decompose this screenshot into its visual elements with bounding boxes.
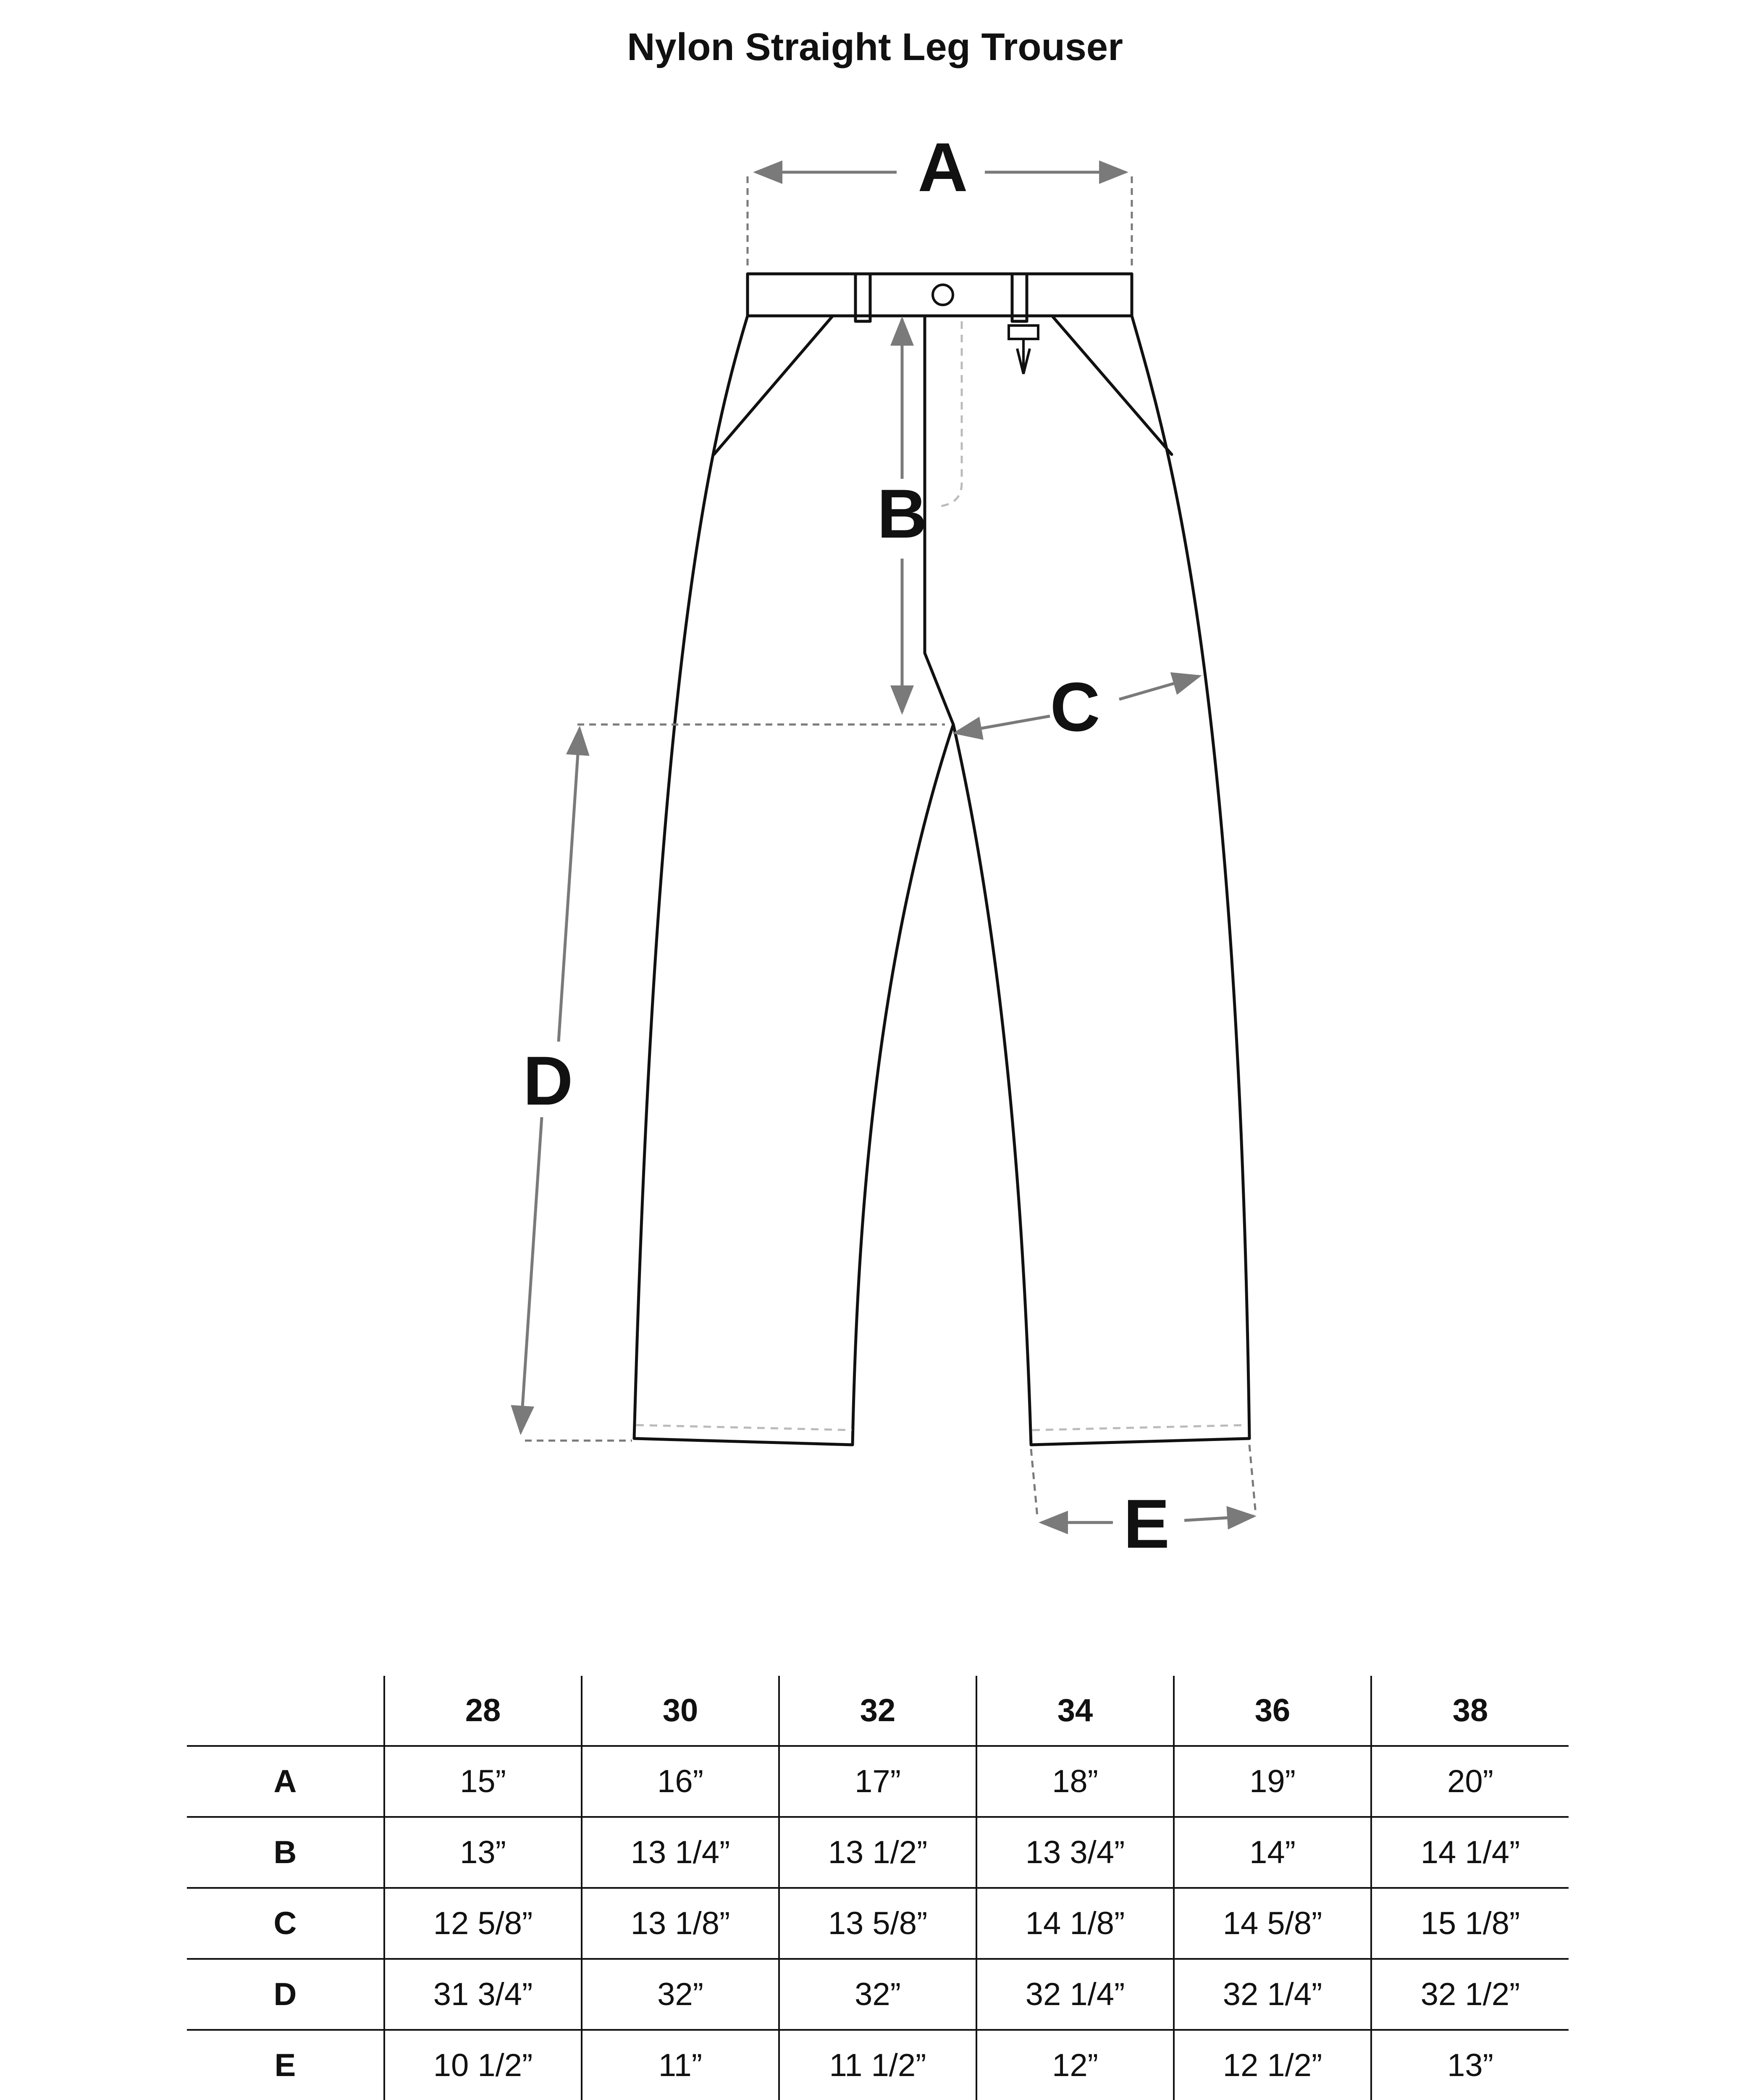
table-cell: 14 5/8” — [1174, 1888, 1371, 1959]
table-cell: 11” — [582, 2030, 779, 2100]
row-label: A — [273, 1764, 297, 1799]
arrow-d-up — [559, 729, 580, 1042]
table-cell: 32 1/4” — [976, 1959, 1174, 2030]
table-cell: 18” — [976, 1746, 1174, 1817]
arrow-e-right — [1184, 1516, 1254, 1520]
size-header: 34 — [976, 1676, 1174, 1746]
table-cell: 13 1/8” — [582, 1888, 779, 1959]
label-e: E — [1123, 1485, 1170, 1562]
waistband — [748, 274, 1132, 316]
table-cell: 12 5/8” — [384, 1888, 582, 1959]
table-cell: 32” — [779, 1959, 976, 2030]
table-cell: 11 1/2” — [779, 2030, 976, 2100]
construction-lines — [636, 321, 1247, 1430]
table-cell: 13” — [384, 1817, 582, 1888]
table-cell: 32” — [582, 1959, 779, 2030]
row-label: D — [273, 1977, 297, 2012]
table-cell: 13 3/4” — [976, 1817, 1174, 1888]
right-hem-stitch — [1032, 1425, 1247, 1430]
left-hem-stitch — [636, 1425, 852, 1430]
table-cell: 14 1/8” — [976, 1888, 1174, 1959]
label-b: B — [877, 475, 927, 552]
size-header: 32 — [779, 1676, 976, 1746]
trouser-outline — [634, 274, 1249, 1445]
table-cell: 32 1/4” — [1174, 1959, 1371, 2030]
table-cell: 15 1/8” — [1371, 1888, 1569, 1959]
table-cell: 20” — [1371, 1746, 1569, 1817]
table-cell: 14 1/4” — [1371, 1817, 1569, 1888]
table-row — [187, 2030, 1569, 2100]
table-cell: 31 3/4” — [384, 1959, 582, 2030]
arrow-c-right — [1119, 676, 1199, 699]
table-cell: 12 1/2” — [1174, 2030, 1371, 2100]
header-corner — [187, 1676, 384, 1746]
table-cell: 15” — [384, 1746, 582, 1817]
label-a: A — [918, 129, 968, 206]
table-cell: 16” — [582, 1746, 779, 1817]
belt-loop-right — [1012, 274, 1027, 321]
table-cell: 12” — [976, 2030, 1174, 2100]
arrow-c-left — [955, 716, 1050, 733]
belt-loop-left — [855, 274, 870, 321]
left-pocket — [714, 316, 833, 454]
zipper-pull-icon — [1009, 326, 1038, 374]
table-cell: 32 1/2” — [1371, 1959, 1569, 2030]
size-header: 30 — [582, 1676, 779, 1746]
button-icon — [933, 285, 953, 305]
table-cell: 13” — [1371, 2030, 1569, 2100]
table-cell: 13 5/8” — [779, 1888, 976, 1959]
measurement-guides — [525, 176, 1256, 1516]
row-label: E — [274, 2048, 296, 2083]
table-row — [187, 1817, 1569, 1888]
table-row — [187, 1746, 1569, 1817]
measurement-arrows — [521, 172, 1254, 1522]
label-d: D — [523, 1042, 573, 1119]
page-title: Nylon Straight Leg Trouser — [627, 26, 1123, 68]
table-cell: 10 1/2” — [384, 2030, 582, 2100]
row-label: B — [273, 1835, 297, 1870]
size-header-row — [187, 1676, 1569, 1746]
fly-stitch — [941, 321, 962, 506]
size-header: 36 — [1174, 1676, 1371, 1746]
right-pocket — [1052, 316, 1172, 454]
table-row — [187, 1959, 1569, 2030]
table-cell: 19” — [1174, 1746, 1371, 1817]
table-cell: 14” — [1174, 1817, 1371, 1888]
row-label: C — [273, 1906, 297, 1941]
label-c: C — [1050, 668, 1100, 746]
table-cell: 17” — [779, 1746, 976, 1817]
table-row — [187, 1888, 1569, 1959]
right-leg-outline — [953, 316, 1249, 1445]
fly-line — [925, 316, 953, 724]
table-cell: 13 1/4” — [582, 1817, 779, 1888]
size-header: 28 — [384, 1676, 582, 1746]
arrow-d-down — [521, 1117, 542, 1432]
size-header: 38 — [1371, 1676, 1569, 1746]
table-cell: 13 1/2” — [779, 1817, 976, 1888]
size-chart-table — [187, 1676, 1569, 2100]
